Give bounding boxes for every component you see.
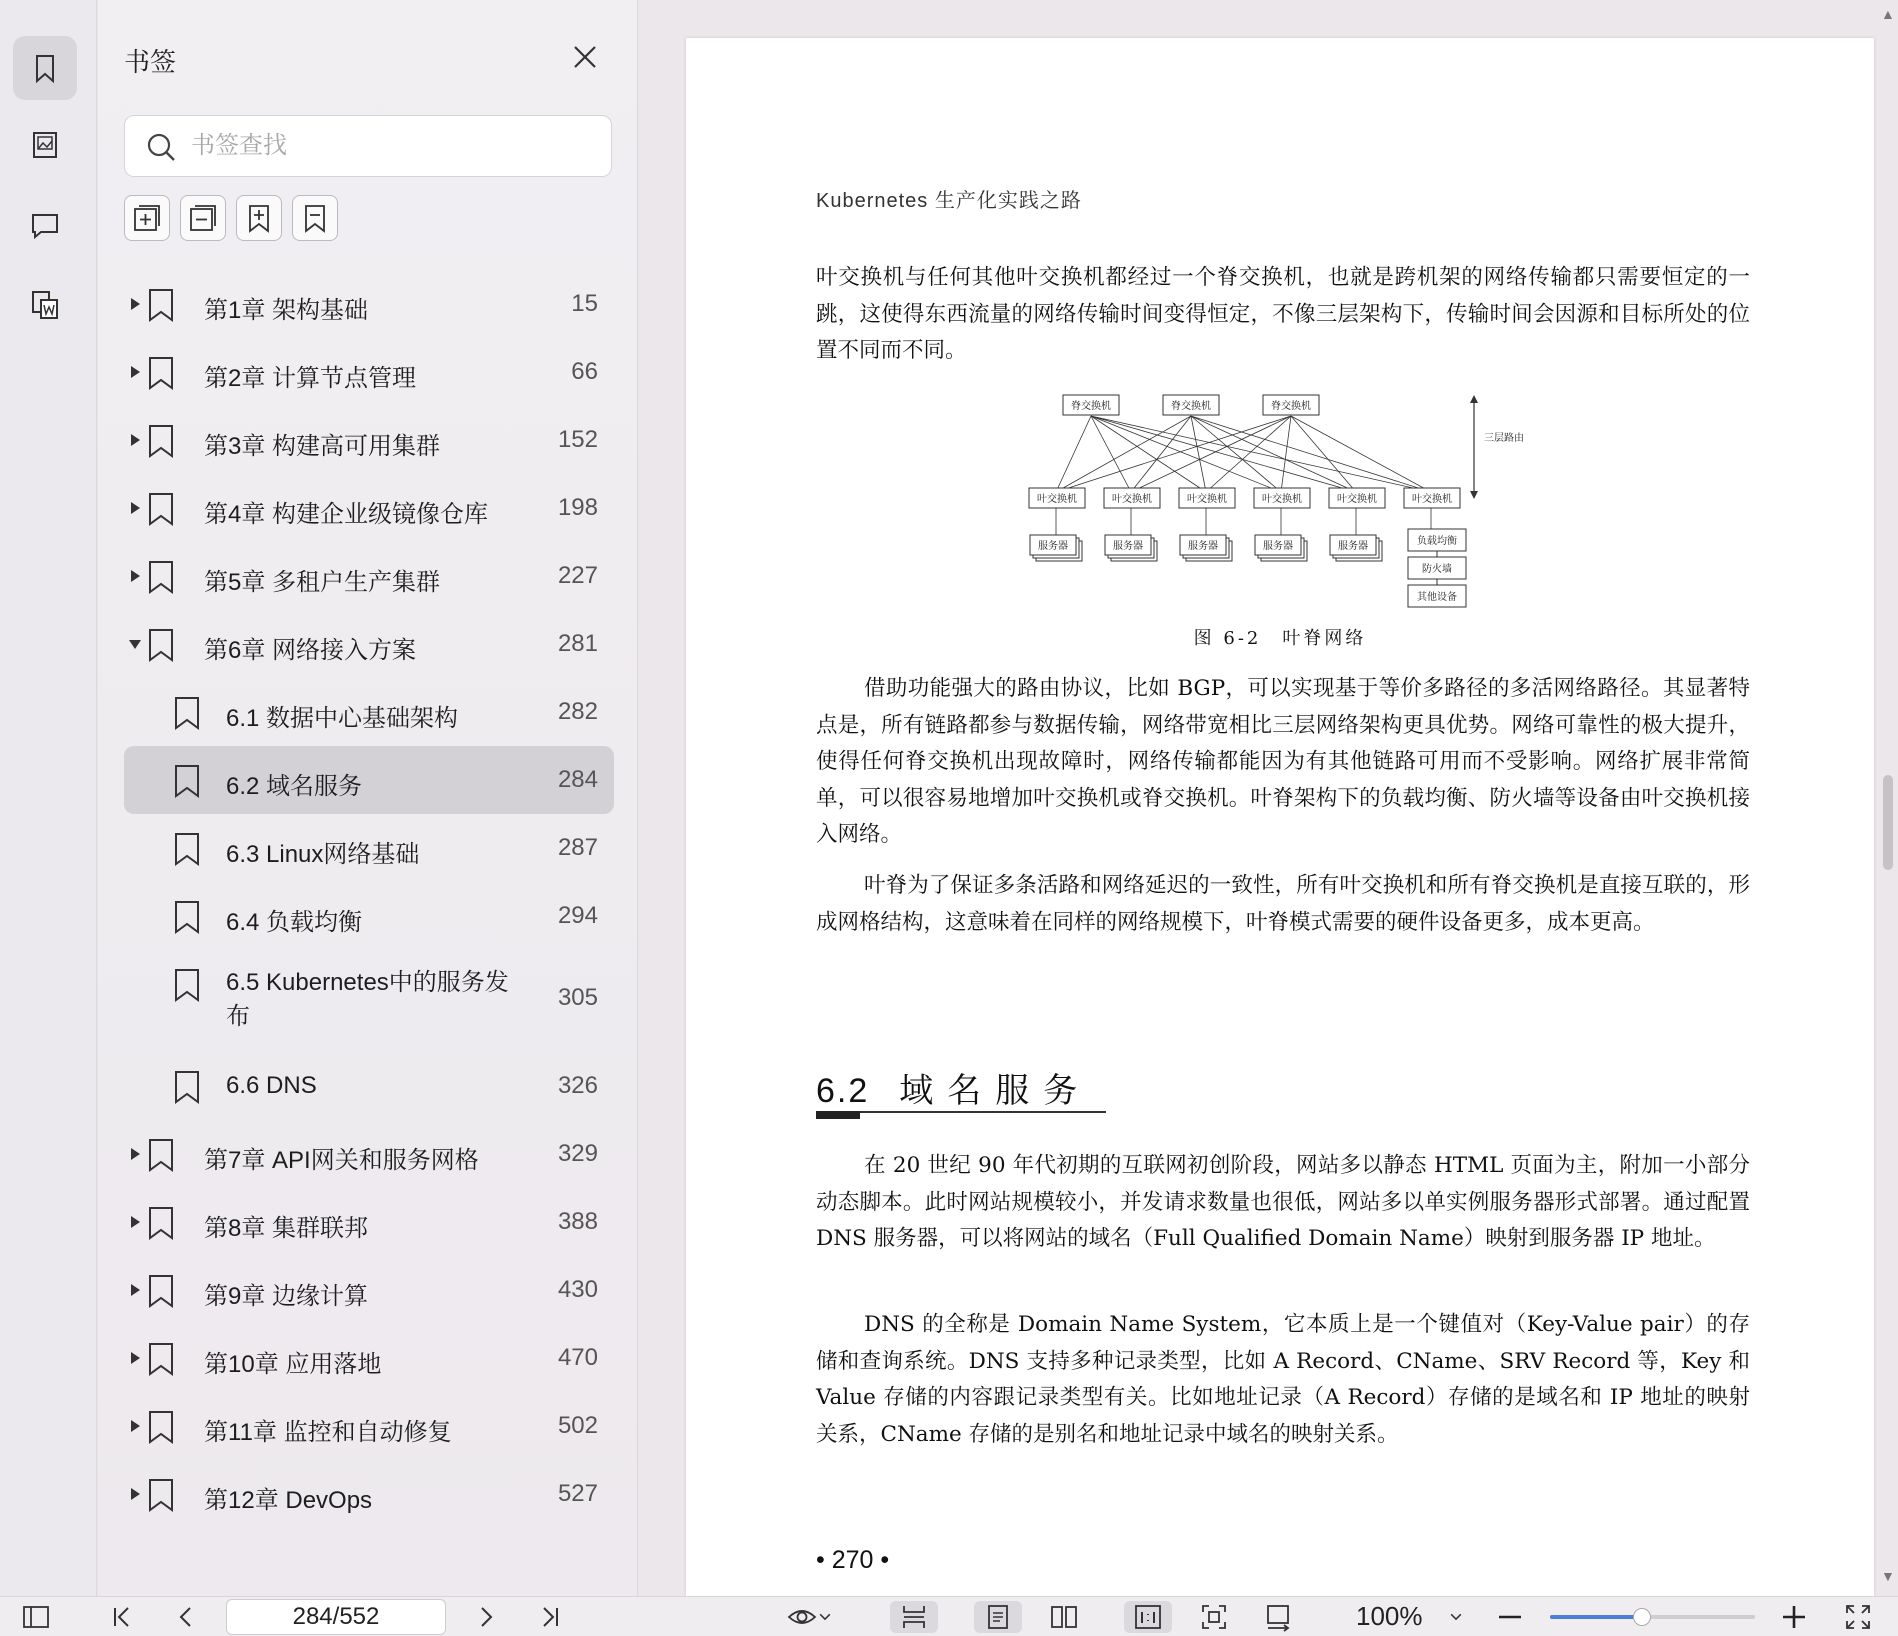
bookmark-page: 305 (557, 984, 598, 1011)
bookmark-label: 6.5 Kubernetes中的服务发布 (226, 969, 509, 1030)
comment-panel-button[interactable] (13, 193, 77, 257)
svg-text:脊交换机: 脊交换机 (1071, 401, 1111, 412)
bookmark-label: 第11章 监控和自动修复 (204, 1419, 452, 1446)
fullscreen-icon (1843, 1602, 1873, 1632)
thumbnail-panel-button[interactable] (13, 113, 77, 177)
svg-text:服务器: 服务器 (1188, 541, 1218, 552)
bookmark-chapter-item[interactable] (124, 1460, 614, 1528)
fullscreen-button[interactable] (1840, 1601, 1876, 1633)
bookmark-sub-item[interactable] (124, 814, 614, 882)
svg-text:叶交换机: 叶交换机 (1037, 494, 1077, 505)
section-number: 6.2 (816, 1072, 870, 1110)
bookmark-chapter-item[interactable] (124, 1120, 614, 1188)
svg-text:服务器: 服务器 (1338, 541, 1368, 552)
scroll-up-icon[interactable]: ▲ (1881, 6, 1895, 22)
chevron-right-icon (471, 1602, 501, 1632)
leaf-switch (1179, 488, 1235, 508)
single-page-button[interactable] (974, 1601, 1022, 1633)
section-heading (816, 1063, 1091, 1112)
bookmark-sub-item[interactable] (124, 678, 614, 746)
first-page-button[interactable] (104, 1601, 140, 1633)
close-icon[interactable] (568, 40, 602, 74)
bottom-toolbar (0, 1596, 1898, 1636)
expand-all-button[interactable] (124, 195, 170, 241)
caret-right-icon[interactable] (128, 365, 142, 379)
caret-right-icon[interactable] (128, 297, 142, 311)
section-underline-accent (816, 1111, 860, 1119)
word-doc-icon (28, 288, 62, 322)
plus-icon (1779, 1602, 1809, 1632)
bookmark-panel-button[interactable] (13, 36, 77, 100)
bookmark-label: 第3章 构建高可用集群 (204, 433, 441, 460)
bookmark-icon (172, 967, 202, 1003)
search-icon (145, 131, 177, 163)
server-stack (1030, 535, 1082, 561)
chevron-down-icon (817, 1609, 833, 1625)
bookmark-sub-item[interactable] (124, 882, 614, 950)
bookmark-page: 502 (557, 1412, 598, 1439)
bookmark-icon (146, 1341, 176, 1377)
caret-right-icon[interactable] (128, 1487, 142, 1501)
svg-text:服务器: 服务器 (1263, 541, 1293, 552)
bookmark-icon (146, 1409, 176, 1445)
caret-right-icon[interactable] (128, 1419, 142, 1433)
bookmark-label: 6.2 域名服务 (226, 773, 363, 800)
remove-bookmark-icon (299, 202, 331, 234)
server-stack (1330, 535, 1382, 561)
edge-device (1408, 557, 1466, 579)
bookmark-page: 284 (557, 766, 598, 793)
svg-text:脊交换机: 脊交换机 (1171, 401, 1211, 412)
page-number-input[interactable]: 284/552 (226, 1599, 446, 1635)
pdf-page (686, 38, 1874, 1596)
paragraph: 叶交换机与任何其他叶交换机都经过一个脊交换机，也就是跨机架的网络传输都只需要恒定的一跳，这使得东西流量的网络传输时间变得恒定，不像三层架构下，传输时间会因源和目标所处的位置不同而不同。 (816, 265, 1750, 363)
bookmark-icon (172, 831, 202, 867)
actual-size-icon (1133, 1602, 1163, 1632)
zoom-out-button[interactable] (1492, 1601, 1528, 1633)
toggle-sidebar-button[interactable] (18, 1601, 54, 1633)
zoom-slider-fill (1550, 1615, 1642, 1619)
spine-switch (1163, 395, 1219, 415)
expand-all-icon (131, 202, 163, 234)
paragraph: 叶脊为了保证多条活路和网络延迟的一致性，所有叶交换机和所有脊交换机是直接互联的，形成网格结构，这意味着在同样的网络规模下，叶脊模式需要的硬件设备更多，成本更高。 (816, 873, 1750, 935)
bookmark-icon (172, 1069, 202, 1105)
panel-title: 书签 (124, 47, 177, 77)
rotate-icon (1263, 1602, 1293, 1632)
section-title: 域名服务 (899, 1071, 1092, 1111)
bookmark-label: 第9章 边缘计算 (204, 1283, 369, 1310)
leaf-switch (1404, 488, 1460, 508)
bookmark-label: 第2章 计算节点管理 (204, 365, 417, 392)
edge-device (1408, 529, 1466, 551)
bookmark-page: 294 (557, 902, 598, 929)
two-page-button[interactable] (1040, 1601, 1088, 1633)
bookmark-page: 152 (557, 426, 598, 453)
bookmark-label: 第12章 DevOps (204, 1487, 373, 1514)
word-export-button[interactable] (13, 273, 77, 337)
bookmark-icon (146, 287, 176, 323)
zoom-level[interactable]: 100% (1356, 1601, 1423, 1631)
bookmark-chapter-item[interactable] (124, 1256, 614, 1324)
eye-icon (787, 1602, 817, 1632)
bookmark-label: 第10章 应用落地 (204, 1351, 382, 1378)
spine-switch (1263, 395, 1319, 415)
rotate-button[interactable] (1254, 1601, 1302, 1633)
bookmark-label: 6.3 Linux网络基础 (226, 841, 420, 868)
add-bookmark-icon (243, 202, 275, 234)
vertical-scrollbar[interactable] (1876, 0, 1898, 1596)
bookmark-label: 6.4 负载均衡 (226, 909, 363, 936)
bookmark-label: 第8章 集群联邦 (204, 1215, 369, 1242)
bookmark-page: 329 (557, 1140, 598, 1167)
svg-text:叶交换机: 叶交换机 (1412, 494, 1452, 505)
bookmark-icon (146, 1477, 176, 1513)
bookmark-search-input[interactable] (191, 126, 591, 166)
bookmark-page: 287 (557, 834, 598, 861)
bookmark-label: 第7章 API网关和服务网格 (204, 1147, 479, 1174)
bookmark-panel (98, 0, 638, 1596)
caret-right-icon[interactable] (128, 1351, 142, 1365)
bookmark-icon (172, 763, 202, 799)
leaf-switch (1029, 488, 1085, 508)
zoom-in-button[interactable] (1776, 1601, 1812, 1633)
actual-size-button[interactable] (1124, 1601, 1172, 1633)
leaf-switch (1329, 488, 1385, 508)
caret-right-icon[interactable] (128, 1283, 142, 1297)
bookmark-icon (146, 1273, 176, 1309)
paragraph: 在 20 世纪 90 年代初期的互联网初创阶段，网站多以静态 HTML 页面为主，附加一小部分动态脚本。此时网站规模较小，并发请求数量也很低，网站多以单实例服务器形式部署。通过配置 DNS 服务器，可以将网站的域名（Full Qualified Domain Name）映射到服务器 IP 地址。 (816, 1153, 1750, 1251)
svg-text:脊交换机: 脊交换机 (1271, 401, 1311, 412)
leaf-switch (1104, 488, 1160, 508)
bookmark-chapter-item[interactable] (124, 270, 614, 338)
bookmark-label: 第6章 网络接入方案 (204, 637, 417, 664)
bookmark-icon (172, 695, 202, 731)
bookmark-label: 第5章 多租户生产集群 (204, 569, 441, 596)
add-bookmark-button[interactable] (236, 195, 282, 241)
bookmark-chapter-item[interactable] (124, 1324, 614, 1392)
spine-switch (1063, 395, 1119, 415)
chevron-down-icon (1448, 1609, 1464, 1625)
bookmark-icon (146, 1205, 176, 1241)
caret-right-icon[interactable] (128, 1147, 142, 1161)
bookmark-sub-item[interactable] (124, 1052, 614, 1120)
bookmark-chapter-item[interactable] (124, 542, 614, 610)
minus-icon (1495, 1602, 1525, 1632)
scroll-down-icon[interactable]: ▼ (1881, 1568, 1895, 1584)
bookmark-toolbar (124, 195, 338, 241)
fit-page-button[interactable] (1190, 1601, 1238, 1633)
zoom-slider-knob[interactable] (1633, 1608, 1651, 1626)
bookmark-sub-item[interactable] (124, 950, 614, 1052)
next-page-button[interactable] (468, 1601, 504, 1633)
fit-width-button[interactable] (890, 1601, 938, 1633)
remove-bookmark-button[interactable] (292, 195, 338, 241)
left-icon-rail (0, 0, 97, 1596)
bookmark-page: 198 (557, 494, 598, 521)
svg-text:叶交换机: 叶交换机 (1262, 494, 1302, 505)
bookmark-chapter-item[interactable] (124, 1188, 614, 1256)
leaf-spine-diagram (1026, 393, 1546, 653)
zoom-slider[interactable] (1550, 1615, 1755, 1619)
last-page-icon (535, 1602, 565, 1632)
svg-text:防火墙: 防火墙 (1422, 564, 1452, 575)
bookmark-page: 281 (557, 630, 598, 657)
bookmark-icon (172, 899, 202, 935)
fit-width-icon (899, 1602, 929, 1632)
zoom-dropdown[interactable] (1442, 1601, 1470, 1633)
paragraph: DNS 的全称是 Domain Name System，它本质上是一个键值对（Key-Value pair）的存储和查询系统。DNS 支持多种记录类型，比如 A Record、CName、SRV Record 等，Key 和 Value 存储的内容跟记录类型有关。比如地址记录（A Record）存储的是域名和 IP 地址的映射关系，CName 存储的是别名和地址记录中域名的映射关系。 (816, 1312, 1750, 1447)
bookmark-search (124, 115, 612, 177)
bookmark-icon (146, 627, 176, 663)
running-head: Kubernetes 生产化实践之路 (816, 190, 1082, 212)
collapse-all-button[interactable] (180, 195, 226, 241)
server-stack (1180, 535, 1232, 561)
paragraph: 借助功能强大的路由协议，比如 BGP，可以实现基于等价多路径的多活网络路径。其显著特点是，所有链路都参与数据传输，网络带宽相比三层网络架构更具优势。网络可靠性的极大提升，使得任何脊交换机出现故障时，网络传输都能因为有其他链路可用而不受影响。网络扩展非常简单，可以很容易地增加叶交换机或脊交换机。叶脊架构下的负载均衡、防火墙等设备由叶交换机接入网络。 (816, 676, 1750, 847)
fit-page-icon (1199, 1602, 1229, 1632)
caret-down-icon[interactable] (128, 637, 142, 651)
leaf-switch (1254, 488, 1310, 508)
view-mode-button[interactable] (780, 1601, 840, 1633)
first-page-icon (107, 1602, 137, 1632)
comment-icon (28, 208, 62, 242)
bookmark-page: 227 (557, 562, 598, 589)
bookmark-page: 326 (557, 1072, 598, 1099)
bookmark-icon (146, 423, 176, 459)
svg-text:其他设备: 其他设备 (1417, 592, 1457, 603)
two-page-icon (1049, 1602, 1079, 1632)
bookmark-chapter-item[interactable] (124, 338, 614, 406)
bookmark-page: 388 (557, 1208, 598, 1235)
bookmark-sub-item[interactable] (124, 746, 614, 814)
page-number: • 270 • (816, 1546, 890, 1574)
bookmark-page: 430 (557, 1276, 598, 1303)
svg-text:叶交换机: 叶交换机 (1112, 494, 1152, 505)
bookmark-page: 66 (571, 358, 598, 385)
single-page-icon (983, 1602, 1013, 1632)
svg-text:服务器: 服务器 (1113, 541, 1143, 552)
bookmark-icon (146, 491, 176, 527)
image-icon (28, 128, 62, 162)
svg-text:叶交换机: 叶交换机 (1337, 494, 1377, 505)
server-stack (1255, 535, 1307, 561)
bookmark-list (124, 270, 614, 1528)
chevron-left-icon (171, 1602, 201, 1632)
previous-page-button[interactable] (168, 1601, 204, 1633)
caret-right-icon[interactable] (128, 1215, 142, 1229)
bookmark-icon (146, 355, 176, 391)
bookmark-icon (146, 559, 176, 595)
bookmark-page: 282 (557, 698, 598, 725)
collapse-all-icon (187, 202, 219, 234)
svg-text:叶交换机: 叶交换机 (1187, 494, 1227, 505)
server-stack (1105, 535, 1157, 561)
caret-right-icon[interactable] (128, 433, 142, 447)
caret-right-icon[interactable] (128, 569, 142, 583)
bookmark-page: 470 (557, 1344, 598, 1371)
bookmark-page: 15 (571, 290, 598, 317)
edge-device (1408, 585, 1466, 607)
figure-caption: 图 6-2 叶脊网络 (1193, 628, 1367, 649)
svg-text:三层路由: 三层路由 (1484, 433, 1524, 444)
bookmark-page: 527 (557, 1480, 598, 1507)
sidebar-icon (21, 1602, 51, 1632)
bookmark-chapter-item[interactable] (124, 610, 614, 678)
l3-routing-arrow (1470, 395, 1524, 499)
bookmark-label: 第4章 构建企业级镜像仓库 (204, 501, 489, 528)
svg-text:负载均衡: 负载均衡 (1417, 536, 1457, 547)
bookmark-icon (146, 1137, 176, 1173)
caret-right-icon[interactable] (128, 501, 142, 515)
bookmark-icon (28, 51, 62, 85)
bookmark-chapter-item[interactable] (124, 1392, 614, 1460)
bookmark-label: 6.6 DNS (226, 1072, 317, 1099)
bookmark-label: 第1章 架构基础 (204, 297, 369, 324)
svg-text:服务器: 服务器 (1038, 541, 1068, 552)
last-page-button[interactable] (532, 1601, 568, 1633)
bookmark-chapter-item[interactable] (124, 474, 614, 542)
bookmark-chapter-item[interactable] (124, 406, 614, 474)
scrollbar-thumb[interactable] (1883, 775, 1893, 870)
bookmark-label: 6.1 数据中心基础架构 (226, 705, 459, 732)
diagram-links (1056, 416, 1431, 536)
